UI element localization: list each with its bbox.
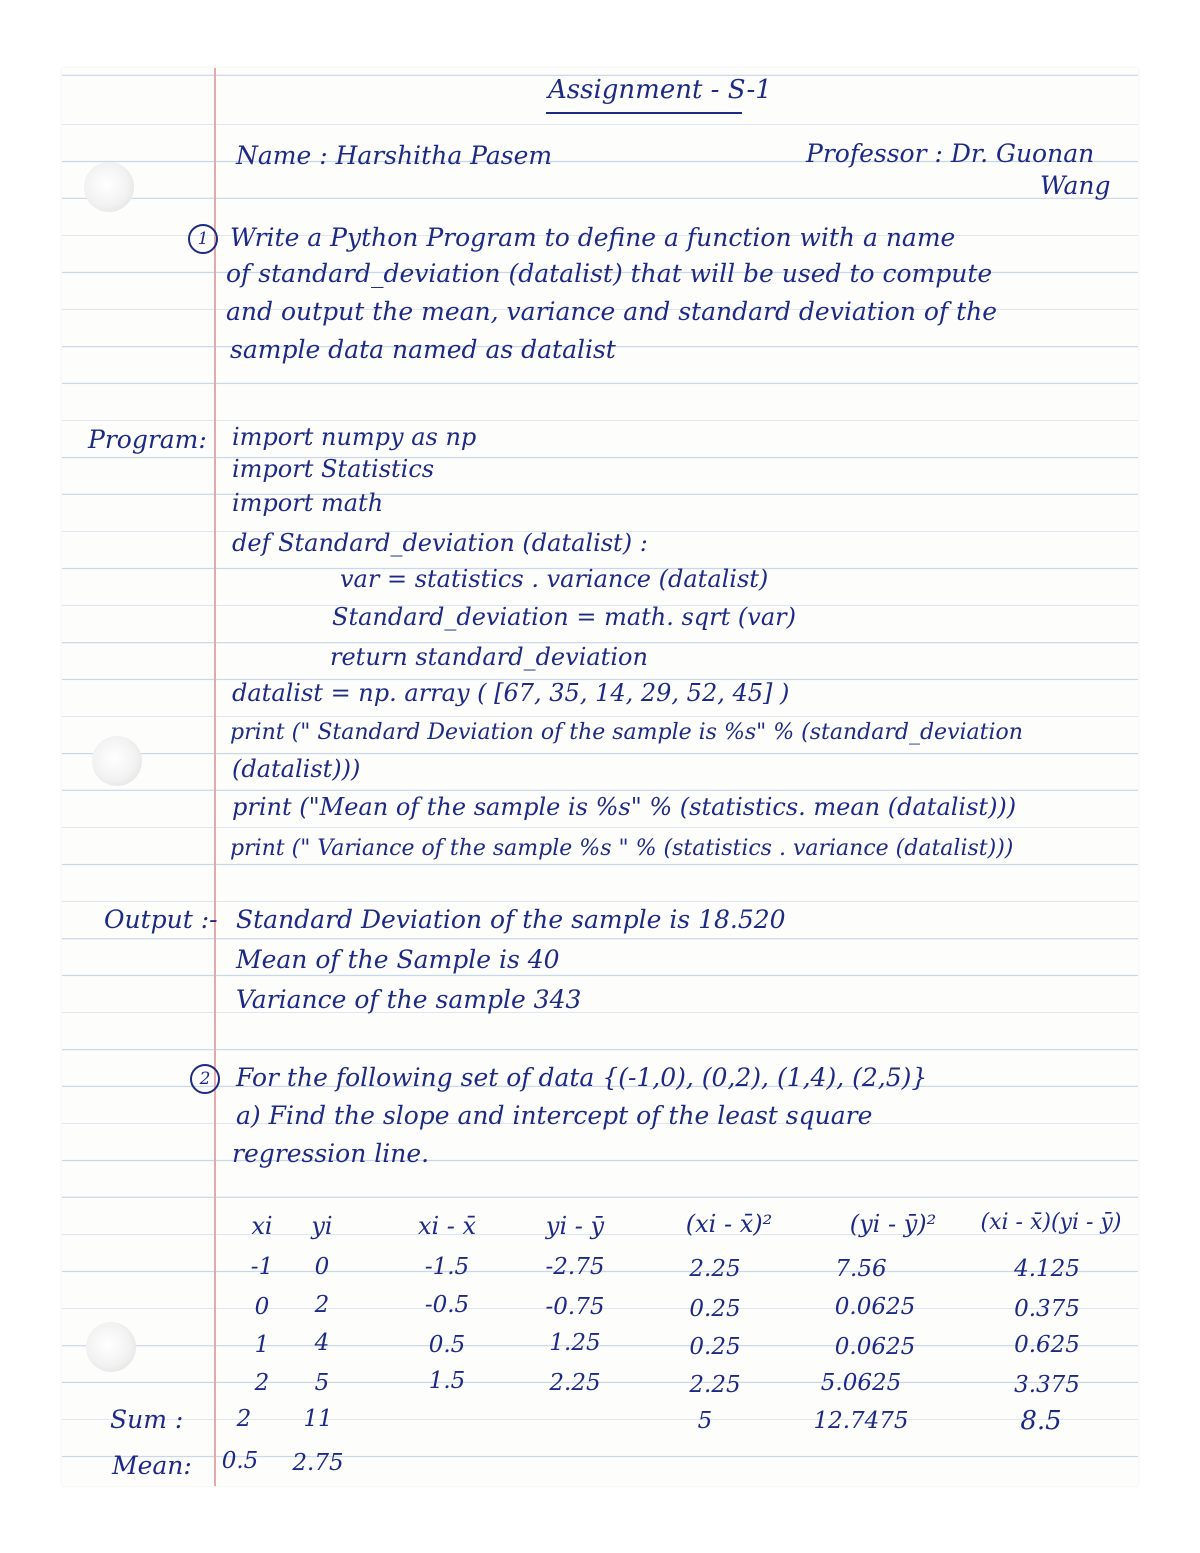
code-line: import Statistics xyxy=(232,455,435,483)
code-line: print (" Standard Deviation of the sample is %s" % (standard_deviation xyxy=(230,720,1023,745)
table-cell: 2.25 xyxy=(689,1256,741,1282)
table-cell: 1 xyxy=(254,1332,270,1358)
table-cell: 2 xyxy=(314,1292,330,1318)
code-line: Standard_deviation = math. sqrt (var) xyxy=(332,603,796,631)
table-cell: 0.0625 xyxy=(834,1334,916,1360)
table-cell: -1 xyxy=(250,1254,274,1280)
table-cell: 1.25 xyxy=(549,1330,601,1356)
table-cell: 2 xyxy=(254,1370,270,1396)
margin-line xyxy=(214,68,216,1486)
table-cell: 0 xyxy=(254,1294,270,1320)
question-2-number: 2 xyxy=(190,1064,220,1094)
table-cell: 2.25 xyxy=(549,1370,601,1396)
table-header: (xi - x̄)(yi - ȳ) xyxy=(980,1210,1122,1235)
code-line: datalist = np. array ( [67, 35, 14, 29, 52, 45] ) xyxy=(232,679,790,707)
table-cell: 0.25 xyxy=(689,1334,741,1360)
question-1-line: and output the mean, variance and standard deviation of the xyxy=(226,297,998,326)
table-cell: 3.375 xyxy=(1014,1372,1080,1398)
output-label: Output :- xyxy=(104,905,218,934)
sum-cell: 2 xyxy=(236,1406,252,1432)
table-cell: 7.56 xyxy=(835,1256,887,1282)
question-1-line: of standard_deviation (datalist) that will be used to compute xyxy=(226,259,993,288)
question-2-line: regression line. xyxy=(232,1139,430,1168)
code-line: var = statistics . variance (datalist) xyxy=(340,565,769,593)
table-cell: 1.5 xyxy=(428,1368,466,1394)
table-cell: 0.625 xyxy=(1014,1332,1080,1358)
mean-cell: 0.5 xyxy=(221,1448,259,1474)
table-cell: 0.25 xyxy=(689,1296,741,1322)
question-1-number: 1 xyxy=(188,224,218,254)
table-cell: 2.25 xyxy=(689,1372,741,1398)
professor-name-cont: Wang xyxy=(1040,171,1111,200)
code-line: import math xyxy=(232,489,384,517)
question-2-line: For the following set of data {(-1,0), (0,2), (1,4), (2,5)} xyxy=(236,1063,928,1092)
output-line: Variance of the sample 343 xyxy=(236,985,582,1014)
table-cell: -1.5 xyxy=(424,1254,470,1280)
table-header: (xi - x̄)² xyxy=(685,1210,773,1238)
code-line: def Standard_deviation (datalist) : xyxy=(232,529,648,557)
table-cell: 4 xyxy=(314,1330,330,1356)
title-underline xyxy=(546,112,742,114)
professor-name: Professor : Dr. Guonan xyxy=(806,139,1095,168)
question-2-line: a) Find the slope and intercept of the least square xyxy=(236,1101,873,1130)
sum-cell: 11 xyxy=(303,1406,333,1432)
punch-hole-top xyxy=(84,162,134,212)
table-header: xi xyxy=(251,1212,273,1240)
table-cell: 0.375 xyxy=(1014,1296,1080,1322)
code-line: import numpy as np xyxy=(232,423,477,451)
table-header: (yi - ȳ)² xyxy=(849,1210,937,1238)
page-title: Assignment - S-1 xyxy=(548,75,772,105)
mean-label: Mean: xyxy=(112,1451,192,1480)
table-cell: -0.75 xyxy=(545,1294,605,1320)
punch-hole-bottom xyxy=(86,1322,136,1372)
code-line: print (" Variance of the sample %s " % (statistics . variance (datalist))) xyxy=(230,836,1014,861)
table-header: yi - ȳ xyxy=(545,1212,605,1240)
student-name: Name : Harshitha Pasem xyxy=(236,141,553,170)
table-cell: 0.5 xyxy=(428,1332,466,1358)
question-1-line: Write a Python Program to define a function with a name xyxy=(230,223,956,252)
question-1-line: sample data named as datalist xyxy=(230,335,616,364)
code-line: print ("Mean of the sample is %s" % (statistics. mean (datalist))) xyxy=(232,793,1017,821)
table-cell: 0 xyxy=(314,1254,330,1280)
table-cell: 5 xyxy=(314,1370,330,1396)
table-cell: 4.125 xyxy=(1014,1256,1080,1282)
table-cell: 0.0625 xyxy=(834,1294,916,1320)
punch-hole-middle xyxy=(92,736,142,786)
sum-cell: 12.7475 xyxy=(813,1408,909,1434)
sum-label: Sum : xyxy=(110,1405,184,1434)
table-cell: 5.0625 xyxy=(820,1370,902,1396)
table-header: xi - x̄ xyxy=(417,1212,477,1240)
sum-cell: 8.5 xyxy=(1020,1406,1062,1436)
table-cell: -0.5 xyxy=(424,1292,470,1318)
code-line: return standard_deviation xyxy=(330,643,648,671)
code-line: (datalist))) xyxy=(232,755,361,783)
program-label: Program: xyxy=(88,425,207,454)
output-line: Standard Deviation of the sample is 18.520 xyxy=(236,905,786,934)
mean-cell: 2.75 xyxy=(292,1450,344,1476)
table-cell: -2.75 xyxy=(545,1254,605,1280)
sum-cell: 5 xyxy=(697,1408,713,1434)
table-header: yi xyxy=(311,1212,333,1240)
output-line: Mean of the Sample is 40 xyxy=(236,945,560,974)
